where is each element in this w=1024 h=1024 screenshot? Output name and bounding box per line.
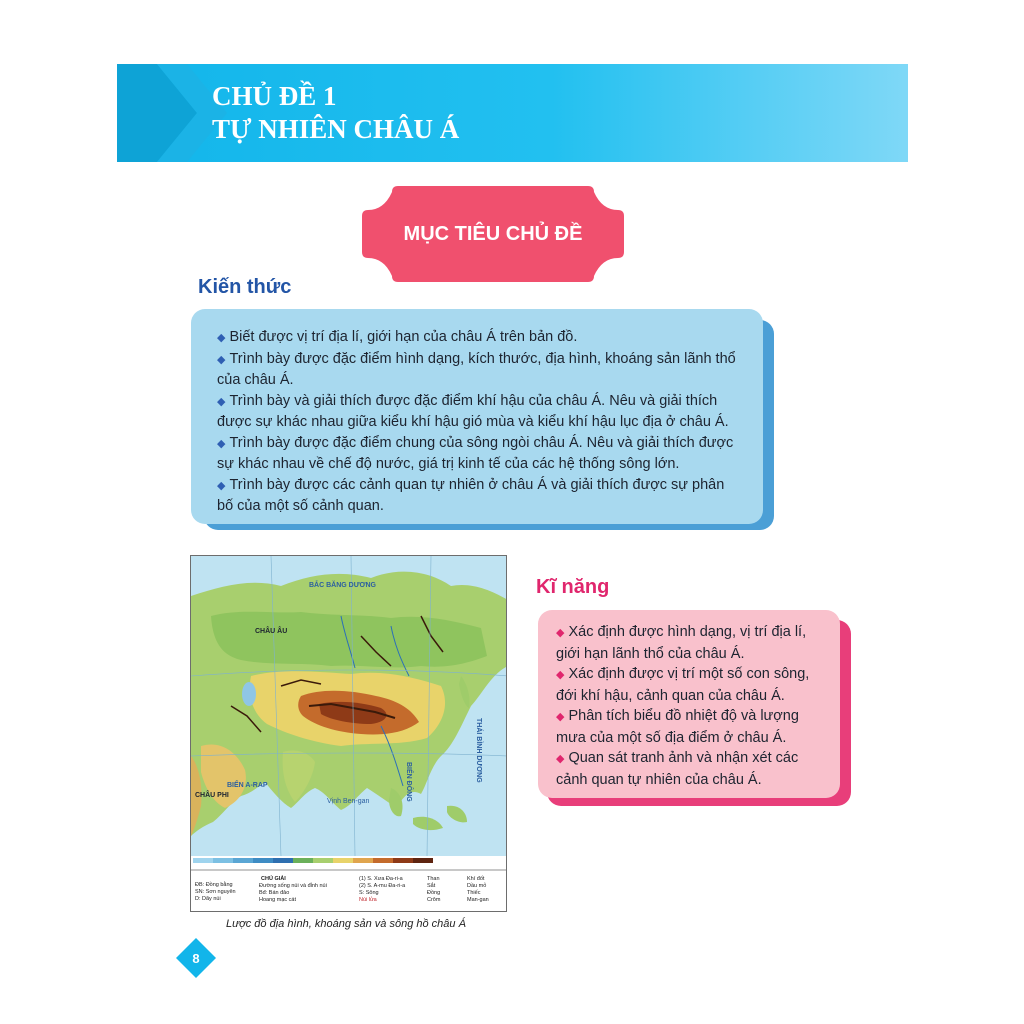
diamond-bullet-icon: ◆: [217, 395, 226, 408]
skills-card: [538, 610, 840, 798]
legend-river-1: (1) S. Xưa Đa-ri-a: [359, 876, 403, 882]
map-caption: Lược đồ địa hình, khoáng sản và sông hồ châu Á: [226, 918, 466, 930]
legend-mineral-chromium: Crôm: [427, 897, 441, 903]
map-label-pacific: THÁI BÌNH DƯƠNG: [475, 718, 482, 783]
diamond-bullet-icon: ◆: [556, 669, 565, 681]
legend-abbrev-range: D: Dãy núi: [195, 896, 221, 902]
diamond-bullet-icon: ◆: [217, 332, 226, 344]
map-label-arctic-ocean: BẮC BĂNG DƯƠNG: [309, 582, 376, 589]
knowledge-item: ◆ Trình bày và giải thích được đặc điểm khí hậu của châu Á. Nêu và giải thích được sự khác nhau giữa kiểu khí hậu gió mùa và kiểu khí hậu lục địa ở châu Á.: [217, 392, 729, 430]
asia-map-image: [191, 556, 507, 912]
asia-map-figure: [190, 555, 507, 912]
legend-symbol-peninsula: Bđ: Bán đảo: [259, 890, 290, 896]
knowledge-item: ◆ Biết được vị trí địa lí, giới hạn của châu Á trên bản đồ.: [217, 329, 578, 345]
legend-volcano: Núi lửa: [359, 897, 377, 903]
knowledge-heading: Kiến thức: [198, 276, 292, 298]
skills-heading: Kĩ năng: [536, 576, 610, 598]
knowledge-item: ◆ Trình bày được đặc điểm chung của sông ngòi châu Á. Nêu và giải thích được sự khác nhau về chế độ nước, giá trị kinh tế của các hệ thống sông lớn.: [217, 434, 734, 472]
map-label-arabian-sea: BIỂN A-RAP: [227, 782, 268, 789]
skill-item: ◆ Xác định được vị trí một số con sông, đới khí hậu, cảnh quan của châu Á.: [556, 666, 810, 704]
map-label-bengal-bay: Vịnh Ben-gan: [327, 798, 370, 805]
legend-mineral-manganese: Man-gan: [467, 897, 489, 903]
goals-badge: [362, 186, 624, 282]
legend-mineral-coal: Than: [427, 876, 440, 882]
skill-item: ◆ Quan sát tranh ảnh và nhận xét các cảnh quan tự nhiên của châu Á.: [556, 750, 799, 788]
diamond-bullet-icon: ◆: [217, 437, 226, 450]
diamond-bullet-icon: ◆: [556, 753, 565, 765]
skill-item: ◆ Phân tích biểu đồ nhiệt độ và lượng mưa của một số địa điểm ở châu Á.: [556, 708, 799, 746]
page-number-badge: [176, 938, 216, 978]
skill-item: ◆ Xác định được hình dạng, vị trí địa lí, giới hạn lãnh thổ của châu Á.: [556, 624, 807, 662]
chapter-banner: [117, 64, 908, 162]
legend-river-2: (2) S. A-mu Đa-ri-a: [359, 883, 406, 889]
legend-symbol-desert: Hoang mạc cát: [259, 897, 296, 903]
map-label-africa: CHÂU PHI: [195, 792, 229, 799]
goals-badge-label: MỤC TIÊU CHỦ ĐỀ: [403, 222, 583, 245]
chapter-number: CHỦ ĐỀ 1: [212, 81, 337, 111]
legend-title: CHÚ GIẢI: [261, 876, 286, 882]
legend-abbrev-plateau: SN: Sơn nguyên: [195, 889, 236, 895]
knowledge-item: ◆ Trình bày được đặc điểm hình dạng, kích thước, địa hình, khoáng sản lãnh thổ của châu Á.: [217, 350, 736, 388]
knowledge-item: ◆ Trình bày được các cảnh quan tự nhiên ở châu Á và giải thích được sự phân bố của một số cảnh quan.: [217, 476, 725, 514]
legend-symbol-ridge: Đường sống núi và đỉnh núi: [259, 883, 327, 889]
diamond-bullet-icon: ◆: [217, 479, 226, 492]
legend-mineral-tin: Thiếc: [467, 890, 481, 896]
chapter-title: [212, 80, 459, 146]
map-label-europe: CHÂU ÂU: [255, 628, 288, 635]
chapter-name: TỰ NHIÊN CHÂU Á: [212, 114, 460, 144]
knowledge-card: [191, 309, 763, 524]
legend-mineral-iron: Sắt: [427, 883, 436, 889]
diamond-bullet-icon: ◆: [217, 353, 226, 366]
legend-abbrev-plain: ĐB: Đồng bằng: [195, 882, 233, 888]
legend-river-3: S: Sông: [359, 890, 379, 896]
legend-mineral-oil: Dầu mỏ: [467, 883, 487, 889]
map-label-east-sea: BIỂN ĐÔNG: [405, 762, 412, 802]
diamond-bullet-icon: ◆: [556, 711, 565, 723]
page-number: 8: [192, 950, 200, 966]
legend-mineral-gas: Khí đốt: [467, 876, 485, 882]
legend-mineral-copper: Đồng: [427, 890, 441, 896]
diamond-bullet-icon: ◆: [556, 627, 565, 639]
